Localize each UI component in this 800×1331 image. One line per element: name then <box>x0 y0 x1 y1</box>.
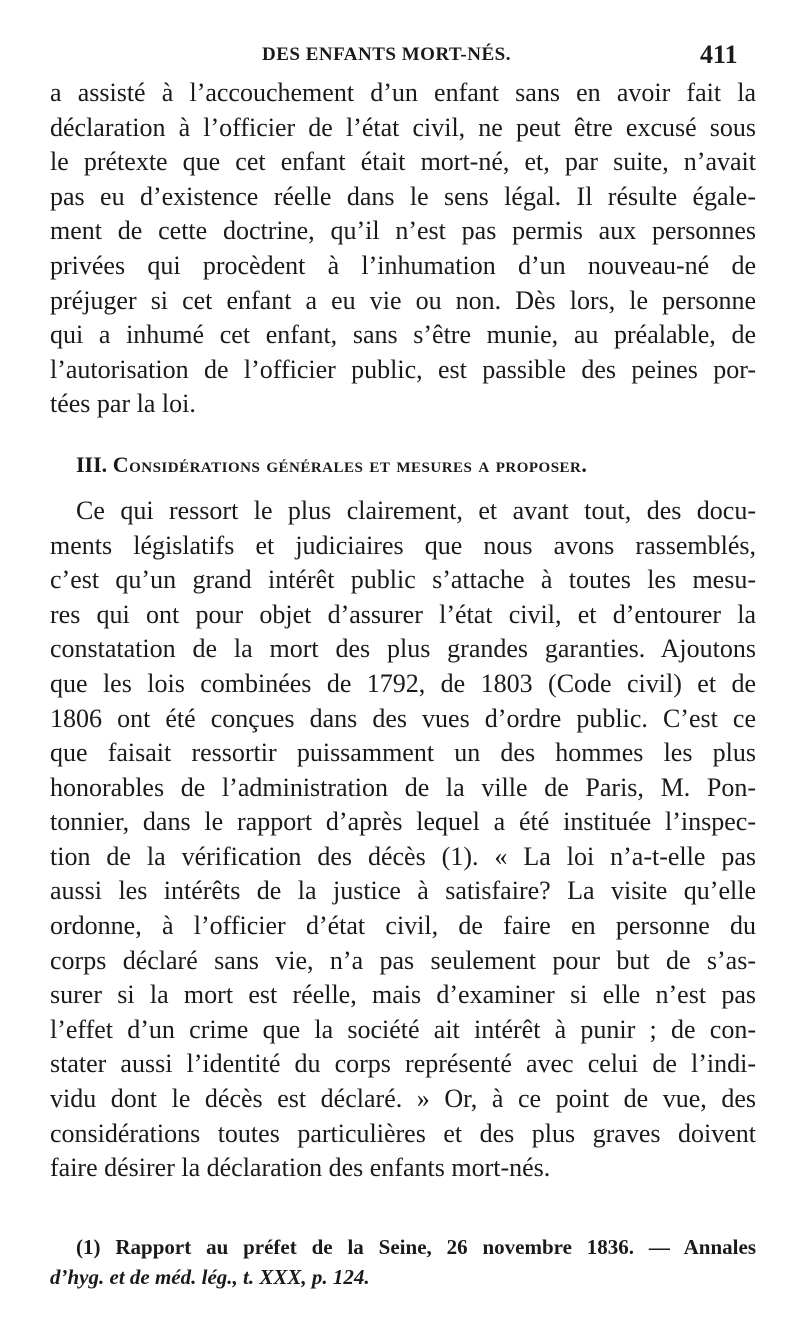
text-line: l’autorisation de l’officier public, est passible des peines por- <box>50 354 756 384</box>
text-line: ment de cette doctrine, qu’il n’est pas permis aux personnes <box>50 216 756 246</box>
text-line: res qui ont pour objet d’assurer l’état civil, et d’entourer la <box>50 599 756 629</box>
section-heading <box>50 448 756 482</box>
page-header <box>0 36 800 76</box>
text-line: surer si la mort est réelle, mais d’examiner si elle n’est pas <box>50 980 756 1010</box>
paragraph-2 <box>50 494 756 1186</box>
running-head: DES ENFANTS MORT-NÉS. <box>262 44 511 65</box>
text-line: tonnier, dans le rapport d’après lequel a été instituée l’inspec- <box>50 807 756 837</box>
footnote-line: (1) Rapport au préfet de la Seine, 26 novembre 1836. — Annales <box>76 1235 756 1259</box>
body-text <box>50 76 756 1186</box>
text-line: privées qui procèdent à l’inhumation d’un nouveau-né de <box>50 250 756 280</box>
text-line: vidu dont le décès est déclaré. » Or, à ce point de vue, des <box>50 1084 756 1114</box>
text-line: tées par la loi. <box>50 389 196 419</box>
text-line: tion de la vérification des décès (1). « La loi n’a-t-elle pas <box>50 841 756 871</box>
text-line: faire désirer la déclaration des enfants mort-nés. <box>50 1153 551 1183</box>
text-line: honorables de l’administration de la ville de Paris, M. Pon- <box>50 772 756 802</box>
footnote-line: d’hyg. et de méd. lég., t. XXX, p. 124. <box>50 1265 370 1289</box>
paragraph-1 <box>50 76 756 422</box>
text-line: l’effet d’un crime que la société ait intérêt à punir ; de con- <box>50 1014 756 1044</box>
section-title: Considérations générales et mesures a proposer. <box>112 451 588 477</box>
text-line: corps déclaré sans vie, n’a pas seulement pour but de s’as- <box>50 945 756 975</box>
text-line: déclaration à l’officier de l’état civil, ne peut être excusé sous <box>50 112 756 142</box>
text-line: qui a inhumé cet enfant, sans s’être munie, au préalable, de <box>50 320 756 350</box>
page-number: 411 <box>700 40 738 69</box>
text-line: stater aussi l’identité du corps représenté avec celui de l’indi- <box>50 1049 756 1079</box>
text-line: ordonne, à l’officier d’état civil, de faire en personne du <box>50 911 756 941</box>
text-line: que les lois combinées de 1792, de 1803 (Code civil) et de <box>50 668 756 698</box>
text-line: pas eu d’existence réelle dans le sens légal. Il résulte égale- <box>50 181 756 211</box>
text-line: que faisait ressortir puissamment un des hommes les plus <box>50 738 756 768</box>
text-line: 1806 ont été conçues dans des vues d’ordre public. C’est ce <box>50 703 756 733</box>
footnote <box>50 1232 756 1292</box>
text-line: préjuger si cet enfant a eu vie ou non. Dès lors, le personne <box>50 285 756 315</box>
section-number: III. <box>76 451 108 477</box>
text-line: constatation de la mort des plus grandes garanties. Ajoutons <box>50 634 756 664</box>
text-line: le prétexte que cet enfant était mort-né, et, par suite, n’avait <box>50 147 756 177</box>
text-line: Ce qui ressort le plus clairement, et avant tout, des docu- <box>76 495 756 525</box>
text-line: considérations toutes particulières et des plus graves doivent <box>50 1118 756 1148</box>
text-line: aussi les intérêts de la justice à satisfaire? La visite qu’elle <box>50 876 756 906</box>
text-line: c’est qu’un grand intérêt public s’attache à toutes les mesu- <box>50 565 756 595</box>
text-line: a assisté à l’accouchement d’un enfant sans en avoir fait la <box>50 78 756 107</box>
text-line: ments législatifs et judiciaires que nous avons rassemblés, <box>50 530 756 560</box>
